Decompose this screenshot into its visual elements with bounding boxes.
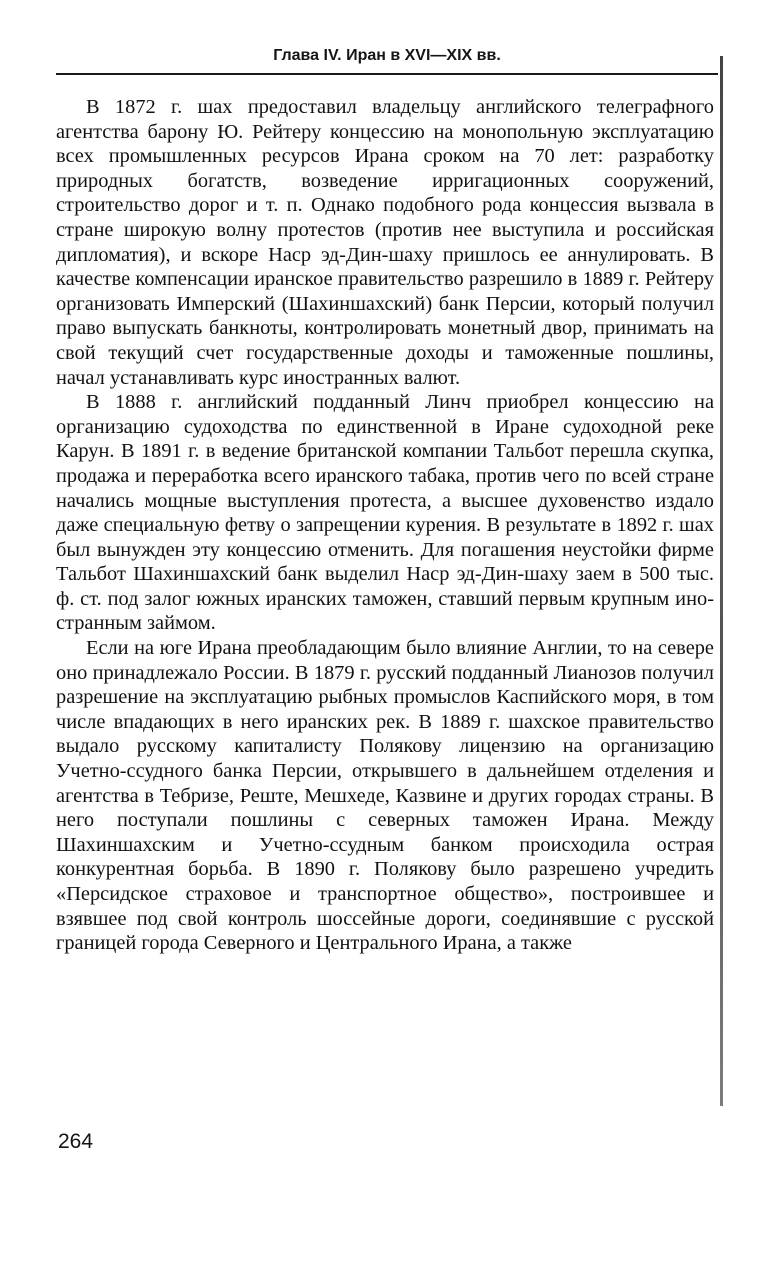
page-binding-edge: [720, 56, 723, 1106]
running-header: Глава IV. Иран в XVI—XIX вв.: [273, 47, 501, 64]
header-rule: [56, 73, 718, 75]
paragraph-lynch-talbot: В 1888 г. английский подданный Линч приобрел концессию на организацию судоходства по единственной в Иране судоходной реке Карун. В 1891 г. в ведение британской компании Тальбот перешла скупка, продажа и переработка всего иранского табака, против чего по всей стране начались мощные выступления протеста, а высшее духовенство издало даже специальную фетву о запрещении курения. В результате в 1892 г. шах был вынужден эту концессию отменить. Для погашения неустойки фирме Тальбот Шахиншахский банк выделил Наср эд-Дин-шаху заем в 500 тыс. ф. ст. под залог южных иранских таможен, ставший первым крупным иностранным займом.: [56, 391, 714, 635]
page-number: 264: [58, 1130, 94, 1153]
paragraph-russian-influence: Если на юге Ирана преобладающим было влияние Англии, то на севере оно принадлежало России. В 1879 г. русский подданный Лианозов получил разрешение на эксплуатацию рыбных промыслов Каспийского моря, в том числе впадающих в него иранских рек. В 1889 г. шахское правительство выдало русскому капиталисту Полякову лицензию на организацию Учетно-ссудного банка Персии, открывшего в дальнейшем отделения и агентства в Тебризе, Реште, Мешхеде, Казвине и других городах страны. В него поступали пошлины с северных таможен Ирана. Между Шахиншахским и Учетно-ссудным банком происходила острая конкурентная борьба. В 1890 г. Полякову было разрешено учредить «Персидское страховое и транспортное общество», построившее и взявшее под свой контроль шоссейные дороги, соединявшие с русской границей города Северного и Центрального Ирана, а также: [56, 637, 714, 955]
main-text: [56, 95, 714, 956]
paragraph-reuter-concession: В 1872 г. шах предоставил владельцу английского телеграфного агентства барону Ю. Рейтеру концессию на монопольную эксплуатацию всех промышленных ресурсов Ирана сроком на 70 лет: разработку природных богатств, возведение ирригационных сооружений, строительство дорог и т. п. Однако подобного рода концессия вызвала в стране широкую волну протестов (против нее выступила и российская дипломатия), и вскоре Наср эд-Дин-шаху пришлось ее аннулировать. В качестве компенсации иранское правительство разрешило в 1889 г. Рейтеру организовать Имперский (Шахиншахский) банк Персии, который получил право выпускать банкноты, контролировать монетный двор, принимать на свой текущий счет государственные доходы и таможенные пошлины, начал устанавливать курс иностранных валют.: [56, 96, 714, 389]
